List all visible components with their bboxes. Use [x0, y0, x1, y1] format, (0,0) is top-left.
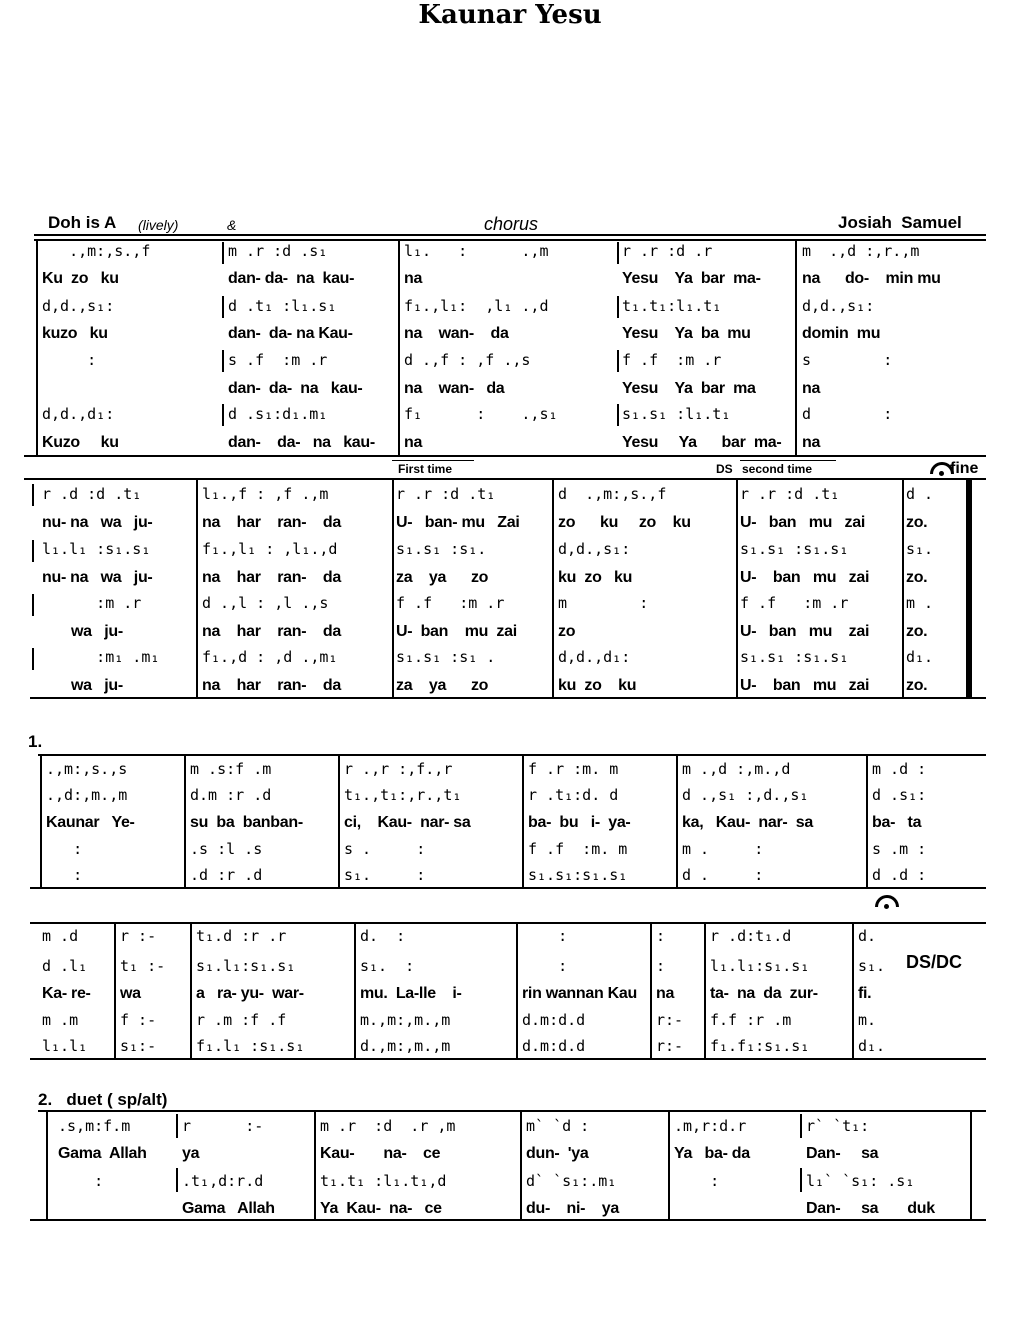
lyric-cell: wa	[120, 985, 141, 1002]
solfa-cell: m .d :	[872, 760, 927, 778]
solfa-cell: l₁` `s₁: .s₁	[806, 1172, 915, 1190]
solfa-cell: d.m :r .d	[190, 786, 272, 804]
solfa-cell: r .d:t₁.d	[710, 927, 792, 945]
solfa-cell: :m₁ .m₁	[42, 648, 160, 666]
solfa-cell: s₁:-	[120, 1037, 157, 1055]
solfa-cell: t₁.d :r .r	[196, 927, 287, 945]
solfa-cell: s . :	[344, 840, 426, 858]
solfa-cell: d. :	[360, 927, 406, 945]
fine-label: fine	[950, 460, 979, 477]
solfa-cell: d .,s₁ :,d.,s₁	[682, 786, 809, 804]
solfa-cell: d.m:d.d	[522, 1011, 586, 1029]
lyric-cell: U- ban mu zai	[740, 569, 870, 586]
solfa-cell: s₁.s₁ :s₁.s₁	[740, 648, 849, 666]
lyric-cell: Ku zo ku	[42, 270, 119, 287]
solfa-cell: f₁ : .,s₁	[404, 405, 558, 423]
lyric-cell: na wan- da	[404, 325, 509, 342]
solfa-cell: t₁.t₁ :l₁.t₁,d	[320, 1172, 447, 1190]
solfa-cell: d,d.,s₁:	[802, 297, 875, 315]
lyric-cell: Gama Allah	[58, 1145, 147, 1162]
lyric-cell: dan- da- na kau-	[228, 380, 363, 397]
lyric-cell: Yesu Ya bar ma-	[622, 270, 761, 287]
lyric-cell: na do- min mu	[802, 270, 941, 287]
lyric-cell: domin mu	[802, 325, 881, 342]
solfa-cell: s₁.s₁ :l₁.t₁	[622, 405, 731, 423]
solfa-cell: d.m:d.d	[522, 1037, 586, 1055]
solfa-cell: :	[656, 927, 666, 945]
solfa-cell: f .f :m. m	[528, 840, 628, 858]
solfa-cell: d :	[802, 405, 893, 423]
lyric-cell: na	[802, 434, 821, 451]
solfa-cell: r .r :d .r	[622, 242, 713, 260]
solfa-cell: d .s₁:d₁.m₁	[228, 405, 328, 423]
lyric-cell: na har ran- da	[202, 677, 341, 694]
solfa-cell: t₁ :-	[120, 957, 166, 975]
first-time-label: First time	[398, 462, 453, 476]
solfa-cell: r :-	[120, 927, 157, 945]
solfa-cell: r .r :d .t₁	[396, 485, 496, 503]
solfa-cell: d,d.,d₁:	[42, 405, 115, 423]
solfa-cell: d . :	[682, 866, 764, 884]
solfa-cell: l₁.l₁	[42, 1037, 88, 1055]
solfa-cell: l₁. : .,m	[404, 242, 549, 260]
solfa-cell: l₁.l₁:s₁.s₁	[710, 957, 810, 975]
solfa-cell: s₁.l₁:s₁.s₁	[196, 957, 296, 975]
solfa-cell: .,d:,m.,m	[46, 786, 128, 804]
lyric-cell: U- ban mu zai	[740, 514, 865, 531]
verse-1-label: 1.	[28, 732, 43, 751]
lyric-cell: U- ban- mu Zai	[396, 514, 520, 531]
lyric-cell: zo.	[906, 569, 928, 586]
fermata-icon-verse1	[875, 895, 899, 907]
lyric-cell: na wan- da	[404, 380, 505, 397]
solfa-cell: d,d.,s₁:	[558, 540, 631, 558]
lyric-cell: ka, Kau- nar- sa	[682, 814, 813, 831]
solfa-cell: m.,m:,m.,m	[360, 1011, 451, 1029]
lyric-cell: zo.	[906, 514, 928, 531]
solfa-cell: m .,d :,m.,d	[682, 760, 791, 778]
lyric-cell: Ya Kau- na- ce	[320, 1200, 442, 1217]
solfa-cell: d,d.,s₁:	[42, 297, 115, 315]
lyric-cell: dan- da- na Kau-	[228, 325, 353, 342]
lyric-cell: U- ban mu zai	[396, 623, 517, 640]
lyric-cell: nu- na wa ju-	[42, 569, 153, 586]
lyric-cell: Kuzo ku	[42, 434, 119, 451]
solfa-cell: s₁. :	[344, 866, 426, 884]
solfa-cell: r .,r :,f.,r	[344, 760, 453, 778]
solfa-cell: .d :r .d	[190, 866, 263, 884]
lyric-cell: fi.	[858, 985, 872, 1002]
solfa-cell: s₁.s₁ :s₁.	[396, 540, 487, 558]
solfa-cell: l₁.l₁ :s₁.s₁	[42, 540, 151, 558]
solfa-cell: d,d.,d₁:	[558, 648, 631, 666]
solfa-cell: s₁.s₁ :s₁.s₁	[740, 540, 849, 558]
solfa-cell: m .,d :,r.,m	[802, 242, 920, 260]
verse-2-label: 2. duet ( sp/alt)	[38, 1090, 168, 1109]
solfa-cell: :	[46, 840, 83, 858]
lyric-cell: dan- da- na kau-	[228, 434, 375, 451]
solfa-cell: m :	[558, 594, 649, 612]
lyric-cell: za ya zo	[396, 569, 489, 586]
lyric-cell: na har ran- da	[202, 569, 341, 586]
solfa-cell: d .s₁:	[872, 786, 927, 804]
solfa-cell: :	[674, 1172, 720, 1190]
lyric-cell: na har ran- da	[202, 514, 341, 531]
lyric-cell: su ba banban-	[190, 814, 303, 831]
second-time-label: second time	[742, 462, 813, 476]
composer: Josiah Samuel	[838, 213, 962, 232]
solfa-cell: .,m:,s.,f	[42, 242, 151, 260]
key-signature: Doh is A	[48, 213, 117, 232]
solfa-cell: s :	[802, 351, 893, 369]
solfa-cell: .t₁,d:r.d	[182, 1172, 264, 1190]
lyric-cell: ku zo ku	[558, 569, 633, 586]
solfa-cell: :	[522, 927, 568, 945]
solfa-cell: s₁.	[858, 957, 886, 975]
solfa-cell: s .f :m .r	[228, 351, 328, 369]
lyric-cell: du- ni- ya	[526, 1200, 619, 1217]
lyric-cell: ya	[182, 1145, 200, 1162]
solfa-cell: d .d :	[872, 866, 927, 884]
lyric-cell: zo	[558, 623, 576, 640]
solfa-cell: m .m	[42, 1011, 79, 1029]
chorus-label: chorus	[484, 214, 539, 234]
solfa-cell: f .f :m .r	[622, 351, 722, 369]
solfa-cell: .m,r:d.r	[674, 1117, 747, 1135]
lyric-cell: ba- bu i- ya-	[528, 814, 631, 831]
song-title: Kaunar Yesu	[418, 0, 602, 30]
solfa-cell: f .f :m .r	[396, 594, 505, 612]
solfa-cell: :	[58, 1172, 104, 1190]
solfa-cell: .s,m:f.m	[58, 1117, 131, 1135]
solfa-cell: d.,m:,m.,m	[360, 1037, 451, 1055]
solfa-cell: d` `s₁:.m₁	[526, 1172, 617, 1190]
lyric-cell: Gama Allah	[182, 1200, 275, 1217]
solfa-cell: d₁.	[858, 1037, 886, 1055]
solfa-cell: d₁.	[906, 648, 934, 666]
ds-dc-label: DS/DC	[906, 952, 963, 972]
lyric-cell: wa ju-	[42, 623, 123, 640]
solfa-cell: f .f :m .r	[740, 594, 849, 612]
lyric-cell: na	[656, 985, 675, 1002]
solfa-cell: m .r :d .r ,m	[320, 1117, 456, 1135]
solfa-cell: f₁.l₁ :s₁.s₁	[196, 1037, 305, 1055]
lyric-cell: na har ran- da	[202, 623, 341, 640]
lyric-cell: kuzo ku	[42, 325, 108, 342]
solfa-cell: .s :l .s	[190, 840, 263, 858]
solfa-cell: :m .r	[42, 594, 142, 612]
solfa-cell: f₁.f₁:s₁.s₁	[710, 1037, 810, 1055]
solfa-cell: d .t₁ :l₁.s₁	[228, 297, 337, 315]
solfa-cell: d .,f : ,f .,s	[404, 351, 531, 369]
solfa-cell: m . :	[682, 840, 764, 858]
lyric-cell: dan- da- na kau-	[228, 270, 355, 287]
lyric-cell: Kau- na- ce	[320, 1145, 441, 1162]
solfa-cell: r:-	[656, 1037, 684, 1055]
solfa-cell: f :-	[120, 1011, 157, 1029]
solfa-cell: t₁.,t₁:,r.,t₁	[344, 786, 462, 804]
solfa-cell: s₁. :	[360, 957, 415, 975]
solfa-cell: f₁.,d : ,d .,m₁	[202, 648, 338, 666]
solfa-cell: :	[46, 866, 83, 884]
lyric-cell: mu. La-lle i-	[360, 985, 462, 1002]
lyric-cell: zo.	[906, 623, 928, 640]
lyric-cell: Yesu Ya bar ma-	[622, 434, 782, 451]
solfa-cell: :	[522, 957, 568, 975]
solfa-cell: d .l₁	[42, 957, 88, 975]
lyric-cell: Ya ba- da	[674, 1145, 750, 1162]
solfa-cell: f .r :m. m	[528, 760, 619, 778]
solfa-cell: m.	[858, 1011, 877, 1029]
solfa-cell: d .	[906, 485, 934, 503]
solfa-cell: s₁.s₁:s₁.s₁	[528, 866, 628, 884]
solfa-cell: f₁.,l₁: ,l₁ .,d	[404, 297, 549, 315]
lyric-cell: ta- na da zur-	[710, 985, 818, 1002]
solfa-cell: :	[42, 351, 97, 369]
solfa-cell: m .s:f .m	[190, 760, 272, 778]
lyric-cell: dun- 'ya	[526, 1145, 589, 1162]
solfa-cell: m .	[906, 594, 934, 612]
solfa-cell: s₁.s₁ :s₁ .	[396, 648, 496, 666]
tempo-marking: (lively)	[138, 217, 179, 233]
lyric-cell: Dan- sa	[806, 1145, 879, 1162]
solfa-cell: m .r :d .s₁	[228, 242, 328, 260]
lyric-cell: za ya zo	[396, 677, 489, 694]
lyric-cell: ba- ta	[872, 814, 922, 831]
lyric-cell: ku zo ku	[558, 677, 637, 694]
solfa-cell: r .t₁:d. d	[528, 786, 619, 804]
solfa-cell: d .,m:,s.,f	[558, 485, 667, 503]
solfa-cell: r` `t₁:	[806, 1117, 870, 1135]
lyric-cell: a ra- yu- war-	[196, 985, 304, 1002]
lyric-cell: rin wannan Kau	[522, 985, 637, 1002]
solfa-cell: s₁.	[906, 540, 934, 558]
lyric-cell: Yesu Ya ba mu	[622, 325, 751, 342]
lyric-cell: Ka- re-	[42, 985, 91, 1002]
lyric-cell: na	[404, 434, 423, 451]
solfa-cell: d .,l : ,l .,s	[202, 594, 329, 612]
lyric-cell: nu- na wa ju-	[42, 514, 153, 531]
solfa-cell: f.f :r .m	[710, 1011, 792, 1029]
lyric-cell: Yesu Ya bar ma	[622, 380, 756, 397]
lyric-cell: na	[404, 270, 423, 287]
solfa-cell: s .m :	[872, 840, 927, 858]
solfa-cell: t₁.t₁:l₁.t₁	[622, 297, 722, 315]
solfa-cell: l₁.,f : ,f .,m	[202, 485, 329, 503]
ampersand: &	[227, 217, 237, 233]
solfa-cell: r:-	[656, 1011, 684, 1029]
lyric-cell: U- ban mu zai	[740, 623, 870, 640]
solfa-cell: d.	[858, 927, 877, 945]
solfa-cell: m` `d :	[526, 1117, 590, 1135]
lyric-cell: zo ku zo ku	[558, 514, 691, 531]
lyric-cell: Kaunar Ye-	[46, 814, 135, 831]
solfa-cell: f₁.,l₁ : ,l₁.,d	[202, 540, 338, 558]
solfa-cell: r :-	[182, 1117, 264, 1135]
lyric-cell: na	[802, 380, 821, 397]
solfa-cell: .,m:,s.,s	[46, 760, 128, 778]
solfa-cell: r .m :f .f	[196, 1011, 287, 1029]
solfa-cell: r .d :d .t₁	[42, 485, 142, 503]
solfa-cell: m .d	[42, 927, 79, 945]
lyric-cell: Dan- sa duk	[806, 1200, 935, 1217]
solfa-cell: r .r :d .t₁	[740, 485, 840, 503]
lyric-cell: zo.	[906, 677, 928, 694]
lyric-cell: wa ju-	[42, 677, 123, 694]
ds-label: DS	[716, 462, 733, 476]
solfa-cell: :	[656, 957, 666, 975]
lyric-cell: U- ban mu zai	[740, 677, 870, 694]
lyric-cell: ci, Kau- nar- sa	[344, 814, 471, 831]
